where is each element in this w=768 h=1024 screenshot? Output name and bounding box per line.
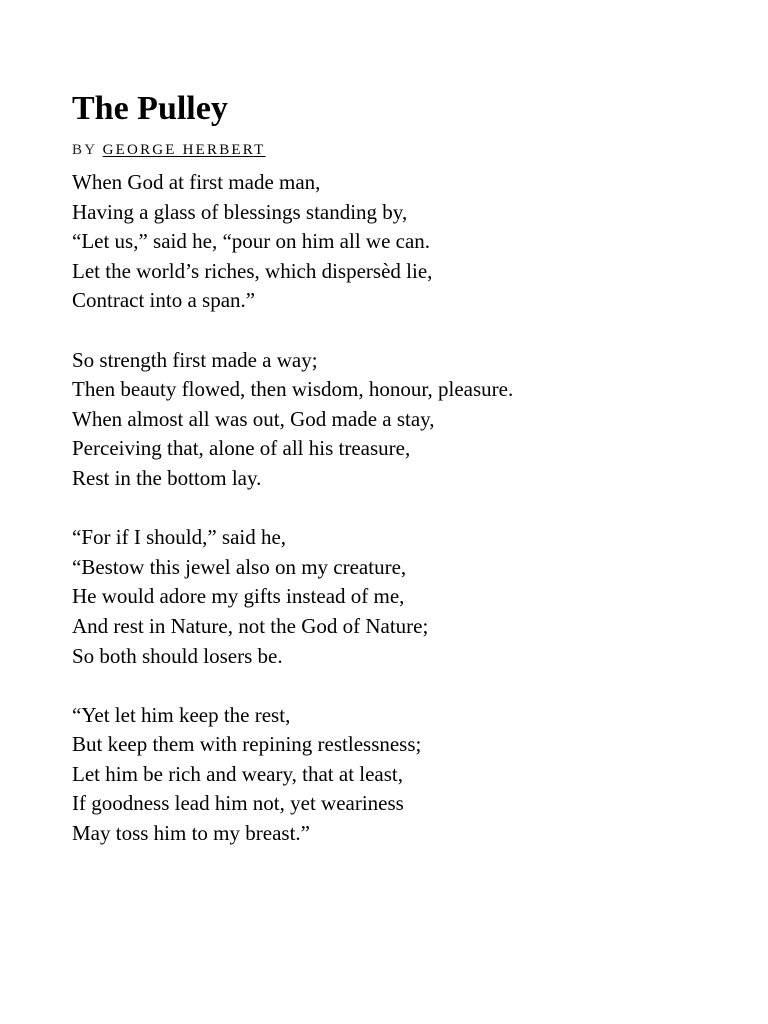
byline — [72, 140, 712, 160]
poem-line: He would adore my gifts instead of me, — [72, 584, 405, 609]
stanza-4 — [72, 701, 712, 849]
stanza-2 — [72, 346, 712, 494]
poem-page — [72, 86, 712, 878]
poem-line: Let the world’s riches, which dispersèd lie, — [72, 258, 433, 283]
poem-line: Then beauty flowed, then wisdom, honour, pleasure. — [72, 377, 514, 402]
poem-line: “Let us,” said he, “pour on him all we can. — [72, 229, 431, 254]
author-link[interactable]: GEORGE HERBERT — [102, 142, 266, 158]
poem-title: The Pulley — [72, 90, 228, 127]
stanza-1 — [72, 168, 712, 316]
poem-line: So strength first made a way; — [72, 347, 318, 372]
poem-line: But keep them with repining restlessness; — [72, 732, 422, 757]
poem-line: Having a glass of blessings standing by, — [72, 199, 408, 224]
poem-line: Perceiving that, alone of all his treasure, — [72, 436, 411, 461]
poem-line: If goodness lead him not, yet weariness — [72, 791, 404, 816]
poem-line: Let him be rich and weary, that at least, — [72, 761, 404, 786]
poem-line: When God at first made man, — [72, 170, 321, 194]
poem-line: “Bestow this jewel also on my creature, — [72, 554, 407, 579]
poem-line: “For if I should,” said he, — [72, 525, 287, 550]
by-label: BY — [72, 142, 97, 158]
poem-body — [72, 168, 712, 849]
poem-line: “Yet let him keep the rest, — [72, 702, 291, 727]
stanza-3 — [72, 523, 712, 671]
poem-line: Contract into a span.” — [72, 288, 256, 313]
poem-line: When almost all was out, God made a stay, — [72, 406, 435, 431]
poem-line: May toss him to my breast.” — [72, 821, 310, 846]
poem-line: And rest in Nature, not the God of Nature; — [72, 613, 429, 638]
poem-line: Rest in the bottom lay. — [72, 465, 262, 490]
poem-line: So both should losers be. — [72, 643, 283, 668]
